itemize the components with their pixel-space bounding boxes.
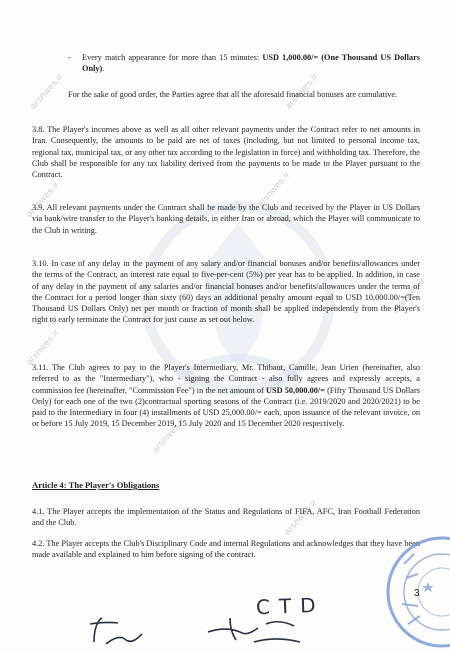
- clause-4-1: 4.1. The Player accepts the implementation of the Status and Regulations of FIFA, AFC, Iran Football Federation and the Club.: [32, 507, 420, 528]
- bonus-amount: USD 1,000.00/= (One Thousand US Dollars Only): [82, 53, 420, 74]
- watermark-text: arsnwes.ir: [24, 179, 61, 219]
- clause-3-10: 3.10. In case of any delay in the payment of any salary and/or financial bonuses and/or benefits/allowances under the terms of the Contract, an interest rate equal to five-per-cent (5%) per year has to be applied. In addition, in case of any delay in the payment of any salaries and/or financial bonuses and/or benefits/allowances under the terms of the Contract for a period longer than sixty (60) days an additional penalty amount equal to USD 10,000.00/=(Ten Thousand US Dollars Only) net per month or fraction of month shall be applied independently from the Player's right to early terminate the Contract for just cause as set out below.: [32, 259, 420, 325]
- watermark-text: arsnwes.ir: [283, 71, 320, 111]
- watermark-text: arsnwes.ir: [24, 327, 61, 367]
- clause-3-8: [32, 124, 420, 180]
- watermark-text: arsnwes.ir: [282, 497, 319, 537]
- watermark-text: arsnwes.ir: [28, 71, 65, 111]
- clause-4-2: 4.2. The Player accepts the Club's Disciplinary Code and internal Regulations and acknowledges that they have been made available and explained to him before signing of the contract.: [32, 539, 420, 560]
- bonuses-cumulative-note: For the sake of good order, the Parties agree that all the aforesaid financial bonuses are cumulative.: [68, 90, 398, 99]
- clause-3-9: 3.9. All relevant payments under the Contract shall be made by the Club and received by the Player in US Dollars via bank/wire transfer to the Player's banking details, in either Iran or abroad, which the Player will communicate to the Club in writing.: [32, 203, 420, 235]
- clause-3-8-text: 3.8. The Player's incomes above as well as all other relevant payments under the Contract refer to net amounts in Iran. Consequently, the amounts to be paid are net of taxes (including, but not limited to personal income tax, regional tax, municipal tax, or any other tax according to the legislation in force) and withholding tax. Therefore, the Club shall be responsible for any tax liability derived from the payments to be made to the Player pursuant to the Contract.: [32, 125, 420, 180]
- watermark-text: arsnwes.ir: [255, 169, 292, 209]
- watermark-text: arsnwes.ir: [150, 415, 187, 455]
- page-number: 3: [414, 588, 420, 599]
- handwritten-signatures: [80, 598, 400, 652]
- clause-3-11: 3.11. The Club agrees to pay to the Player's Intermediary, Mr. Thibaut, Camille, Jean Urien (hereinafter, also referred to as the "Intermediary"), who - signing the Contract - also fully agrees and expressly accepts, a commission fee (hereinafter, "Commission Fee") in the net amount of USD 50,000.00/= (Fifty Thousand US Dollars Only) for each one of the two (2)contractual sporting seasons of the Contract (i.e. 2019/2020 and 2020/2021) to be paid to the Intermediary in four (4) installments of USD 25,000.00/= each, upon issuance of the relevant invoice, on or before 15 July 2019, 15 December 2019, 15 July 2020 and 15 December 2020 respectively.: [32, 363, 420, 429]
- watermark-text: arsnwes.ir: [390, 275, 427, 315]
- commission-amount: USD 50,000.00/=: [265, 385, 325, 395]
- initials: CTD: [255, 592, 325, 620]
- bullet-dash: -: [68, 53, 71, 62]
- article-4-heading: Article 4: The Player's Obligations: [32, 480, 160, 490]
- bullet-match-appearance: Every match appearance for more than 15 minutes: USD 1,000.00/= (One Thousand US Dollars Only).: [82, 53, 420, 74]
